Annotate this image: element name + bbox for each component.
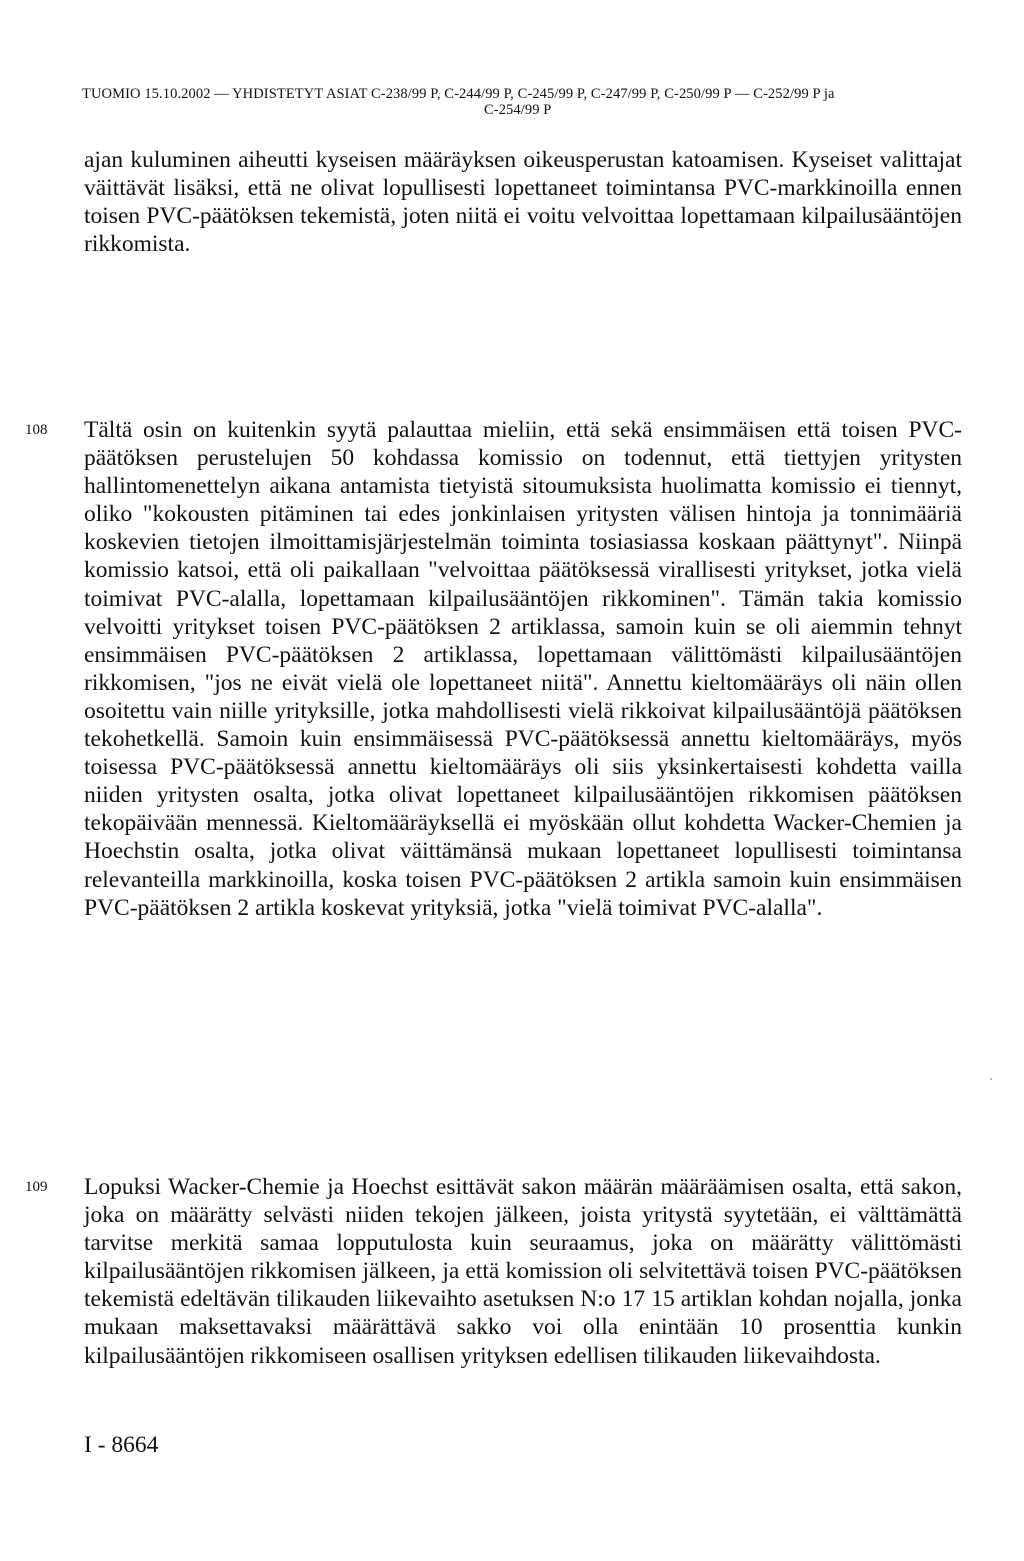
paragraph-text: Tältä osin on kuitenkin syytä palauttaa mieliin, että sekä ensimmäisen että toisen PVC-päätöksen perustelujen 50 kohdassa komissio on todennut, että tiettyjen yritysten hallintomenettelyn aikana antamista tietyistä sitoumuksista huolimatta komissio ei tiennyt, oliko "kokousten pitäminen tai edes jonkinlaisen yritysten välisen hintoja ja tonnimääriä koskevien tietojen ilmoittamisjärjestelmän toiminta tosiasiassa koskaan päättynyt". Niinpä komissio katsoi, että oli paikallaan "velvoittaa päätöksessä virallisesti yritykset, jotka vielä toimivat PVC-alalla, lopettamaan kilpailusääntöjen rikkominen". Tämän takia komissio velvoitti yritykset toisen PVC-päätöksen 2 artiklassa, samoin kuin se oli aiemmin tehnyt ensimmäisen PVC-päätöksen 2 artiklassa, lopettamaan välittömästi kilpailusääntöjen rikkomisen, "jos ne eivät vielä ole lopettaneet niitä". Annettu kieltomääräys oli näin ollen osoitettu vain niille yrityksille, jotka mahdollisesti vielä rikkoivat kilpailusääntöjä päätöksen tekohetkellä. Samoin kuin ensimmäisessä PVC-päätöksessä annettu kieltomääräys, myös toisessa PVC-päätöksessä annettu kieltomääräys oli siis yksinkertaisesti kohdetta vailla niiden yritysten osalta, jotka olivat lopettaneet kilpailusääntöjen rikkomisen päätöksen tekopäivään mennessä. Kieltomääräyksellä ei myöskään ollut kohdetta Wacker-Chemien ja Hoechstin osalta, jotka olivat väittämänsä mukaan lopettaneet lopullisesti toimintansa relevanteilla markkinoilla, koska toisen PVC-päätöksen 2 artikla samoin kuin ensimmäisen PVC-päätöksen 2 artikla koskevat yrityksiä, jotka "vielä toimivat PVC-alalla".	[84, 417, 962, 921]
continued-paragraph	[84, 146, 962, 258]
header-line-2: C-254/99 P	[484, 102, 552, 118]
scan-speck	[990, 1078, 992, 1080]
page-identifier: I - 8664	[84, 1432, 159, 1458]
running-header	[82, 84, 982, 120]
paragraph-109	[25, 1173, 962, 1370]
paragraph-number: 109	[25, 1179, 48, 1195]
header-line-1: TUOMIO 15.10.2002 — YHDISTETYT ASIAT C-238/99 P, C-244/99 P, C-245/99 P, C-247/99 P, C-250/99 P — C-252/99 P ja	[82, 86, 835, 102]
paragraph-number: 108	[25, 422, 48, 438]
continued-paragraph-text: ajan kuluminen aiheutti kyseisen määräyksen oikeusperustan katoamisen. Kyseiset valittajat väittävät lisäksi, että ne olivat lopullisesti lopettaneet toimintansa PVC-markkinoilla ennen toisen PVC-päätöksen tekemistä, joten niitä ei voitu velvoittaa lopettamaan kilpailusääntöjen rikkomista.	[84, 147, 962, 258]
paragraph-108	[25, 416, 962, 922]
paragraph-text: Lopuksi Wacker-Chemie ja Hoechst esittävät sakon määrän määräämisen osalta, että sakon, joka on määrätty selvästi niiden tekojen jälkeen, joista yritystä syytetään, ei välttämättä tarvitse merkitä samaa lopputulosta kuin seuraamus, joka on määrätty välittömästi kilpailusääntöjen rikkomisen jälkeen, ja että komission oli selvitettävä toisen PVC-päätöksen tekemistä edeltävän tilikauden liikevaihto asetuksen N:o 17 15 artiklan kohdan nojalla, jonka mukaan maksettavaksi määrättävä sakko voi olla enintään 10 prosenttia kunkin kilpailusääntöjen rikkomiseen osallisen yrityksen edellisen tilikauden liikevaihdosta.	[84, 1174, 962, 1369]
